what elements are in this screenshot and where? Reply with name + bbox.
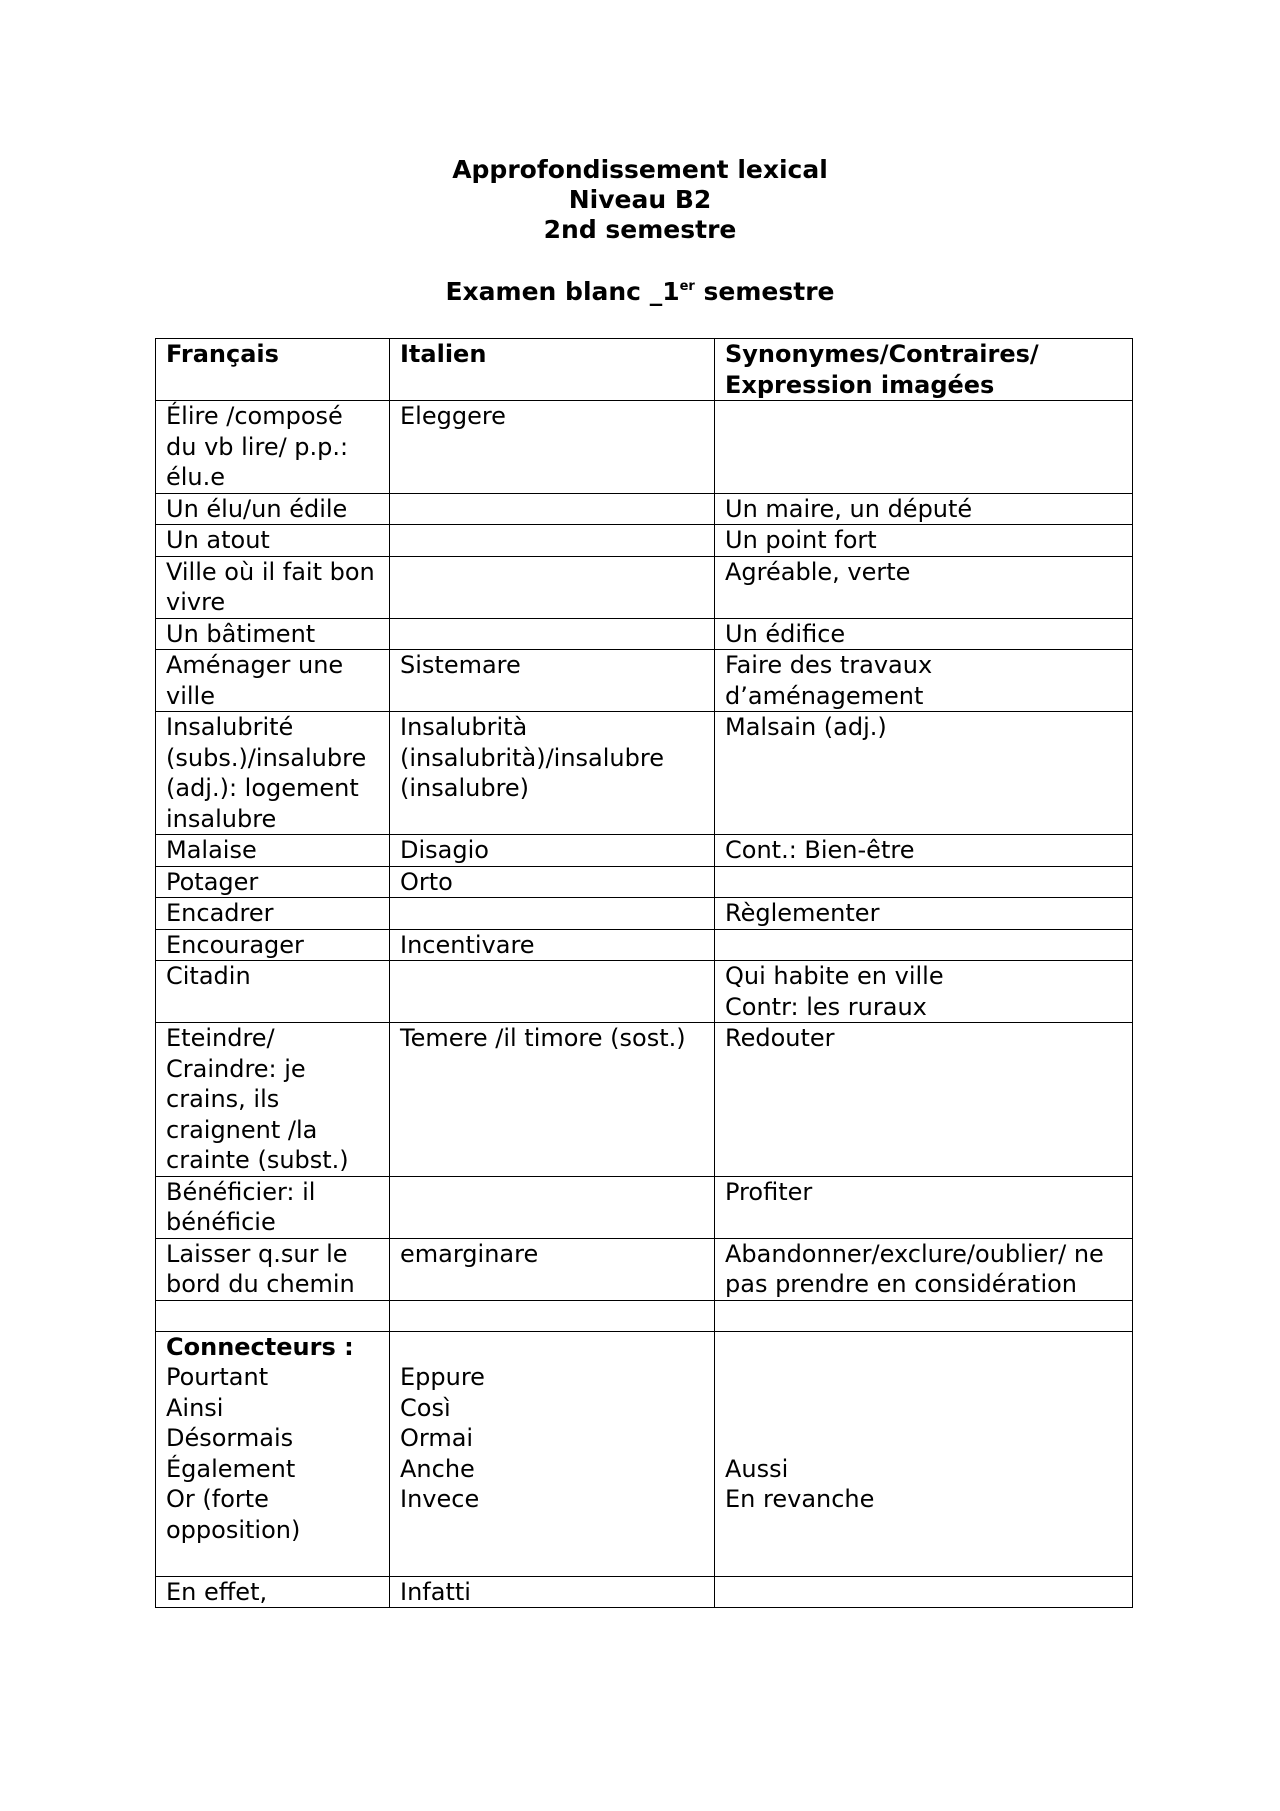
exam-title-prefix: Examen blanc _1 xyxy=(445,277,680,306)
table-row xyxy=(156,1176,1133,1238)
exam-title-suffix: semestre xyxy=(694,277,835,306)
table-row xyxy=(156,929,1133,961)
cell-francais: Un bâtiment xyxy=(156,618,390,650)
cell-francais: Malaise xyxy=(156,835,390,867)
cell-synonymes: Un point fort xyxy=(715,525,1133,557)
level-label: Niveau B2 xyxy=(568,185,712,214)
cell-italien: Infatti xyxy=(390,1576,715,1608)
connector-fr: Or (forte opposition) xyxy=(166,1485,301,1544)
cell-francais: Insalubrité (subs.)/insalubre (adj.): logement insalubre xyxy=(156,712,390,835)
table-row xyxy=(156,618,1133,650)
cell-synonymes: Agréable, verte xyxy=(715,556,1133,618)
header-synonymes-line2: Expression imagées xyxy=(725,370,995,399)
empty-table-row xyxy=(156,1300,1133,1331)
header-italien: Italien xyxy=(390,339,715,401)
cell-empty xyxy=(390,1300,715,1331)
cell-synonymes xyxy=(715,961,1133,1023)
table-row xyxy=(156,556,1133,618)
cell-italien: Sistemare xyxy=(390,650,715,712)
cell-synonymes xyxy=(715,1576,1133,1608)
document-title: Approfondissement lexical xyxy=(452,155,828,184)
cell-italien xyxy=(390,961,715,1023)
cell-synonymes: Un maire, un député xyxy=(715,493,1133,525)
connectors-heading: Connecteurs : xyxy=(166,1332,354,1361)
cell-empty xyxy=(156,1300,390,1331)
table-row xyxy=(156,401,1133,494)
cell-francais: Encourager xyxy=(156,929,390,961)
table-row xyxy=(156,1576,1133,1608)
header-synonymes-line1: Synonymes/Contraires/ xyxy=(725,340,1039,368)
cell-italien: Eleggere xyxy=(390,401,715,494)
connector-spacer xyxy=(725,1362,1122,1393)
cell-francais: Potager xyxy=(156,866,390,898)
connectors-synonymes xyxy=(715,1331,1133,1576)
connector-spacer xyxy=(400,1332,704,1363)
cell-italien: Insalubrità (insalubrità)/insalubre (insalubre) xyxy=(390,712,715,835)
cell-synonymes: Cont.: Bien-être xyxy=(715,835,1133,867)
connector-it: Eppure xyxy=(400,1363,485,1391)
connectors-francais xyxy=(156,1331,390,1576)
table-row xyxy=(156,835,1133,867)
semester-label: 2nd semestre xyxy=(543,215,737,244)
document-title-block xyxy=(0,155,1280,245)
cell-italien xyxy=(390,525,715,557)
table-row xyxy=(156,1238,1133,1300)
cell-italien: Disagio xyxy=(390,835,715,867)
table-row xyxy=(156,866,1133,898)
cell-italien: emarginare xyxy=(390,1238,715,1300)
table-row xyxy=(156,493,1133,525)
cell-italien xyxy=(390,898,715,930)
cell-francais: Élire /composé du vb lire/ p.p.: élu.e xyxy=(156,401,390,494)
connector-it: Ormai xyxy=(400,1424,474,1452)
cell-synonymes: Règlementer xyxy=(715,898,1133,930)
cell-synonymes: Faire des travaux d’aménagement xyxy=(715,650,1133,712)
connector-syn: En revanche xyxy=(725,1485,875,1513)
cell-italien xyxy=(390,556,715,618)
connector-fr: Désormais xyxy=(166,1424,294,1452)
cell-francais: Aménager une ville xyxy=(156,650,390,712)
cell-francais: Bénéficier: il bénéficie xyxy=(156,1176,390,1238)
cell-francais: Ville où il fait bon vivre xyxy=(156,556,390,618)
exam-title xyxy=(0,277,1280,307)
cell-synonymes xyxy=(715,401,1133,494)
cell-francais: Citadin xyxy=(156,961,390,1023)
connector-it: Così xyxy=(400,1393,451,1422)
cell-synonymes xyxy=(715,866,1133,898)
cell-francais: En effet, xyxy=(156,1576,390,1608)
cell-francais: Eteindre/ Craindre: je crains, ils craignent /la crainte (subst.) xyxy=(156,1023,390,1177)
connector-spacer xyxy=(725,1423,1122,1454)
cell-italien xyxy=(390,493,715,525)
connectors-row xyxy=(156,1331,1133,1576)
table-row xyxy=(156,961,1133,1023)
table-row xyxy=(156,525,1133,557)
connector-spacer xyxy=(400,1515,704,1546)
header-synonymes xyxy=(715,339,1133,401)
cell-empty xyxy=(715,1300,1133,1331)
cell-italien: Incentivare xyxy=(390,929,715,961)
cell-synonymes-line: Contr: les ruraux xyxy=(725,992,927,1021)
connectors-italien xyxy=(390,1331,715,1576)
cell-synonymes: Un édifice xyxy=(715,618,1133,650)
table-row xyxy=(156,712,1133,835)
connector-fr: Pourtant xyxy=(166,1363,269,1391)
cell-synonymes xyxy=(715,929,1133,961)
cell-synonymes: Abandonner/exclure/oublier/ ne pas prendre en considération xyxy=(715,1238,1133,1300)
cell-synonymes-line: Qui habite en ville xyxy=(725,962,944,990)
cell-francais: Laisser q.sur le bord du chemin xyxy=(156,1238,390,1300)
connector-spacer xyxy=(400,1545,704,1576)
table-row xyxy=(156,898,1133,930)
cell-italien xyxy=(390,618,715,650)
cell-synonymes: Malsain (adj.) xyxy=(715,712,1133,835)
vocabulary-table xyxy=(155,338,1133,1608)
table-row xyxy=(156,650,1133,712)
connector-spacer xyxy=(725,1332,1122,1363)
cell-francais: Un élu/un édile xyxy=(156,493,390,525)
exam-title-superscript: er xyxy=(679,279,695,294)
cell-italien: Temere /il timore (sost.) xyxy=(390,1023,715,1177)
cell-italien: Orto xyxy=(390,866,715,898)
connector-it: Anche xyxy=(400,1454,475,1483)
connector-it: Invece xyxy=(400,1485,480,1513)
connector-fr: Ainsi xyxy=(166,1393,224,1422)
connector-fr: Également xyxy=(166,1454,296,1483)
header-francais: Français xyxy=(156,339,390,401)
cell-synonymes: Profiter xyxy=(715,1176,1133,1238)
cell-italien xyxy=(390,1176,715,1238)
table-row xyxy=(156,1023,1133,1177)
cell-francais: Encadrer xyxy=(156,898,390,930)
connector-spacer xyxy=(725,1393,1122,1424)
connector-syn: Aussi xyxy=(725,1454,789,1483)
cell-synonymes: Redouter xyxy=(715,1023,1133,1177)
cell-francais: Un atout xyxy=(156,525,390,557)
table-header-row xyxy=(156,339,1133,401)
